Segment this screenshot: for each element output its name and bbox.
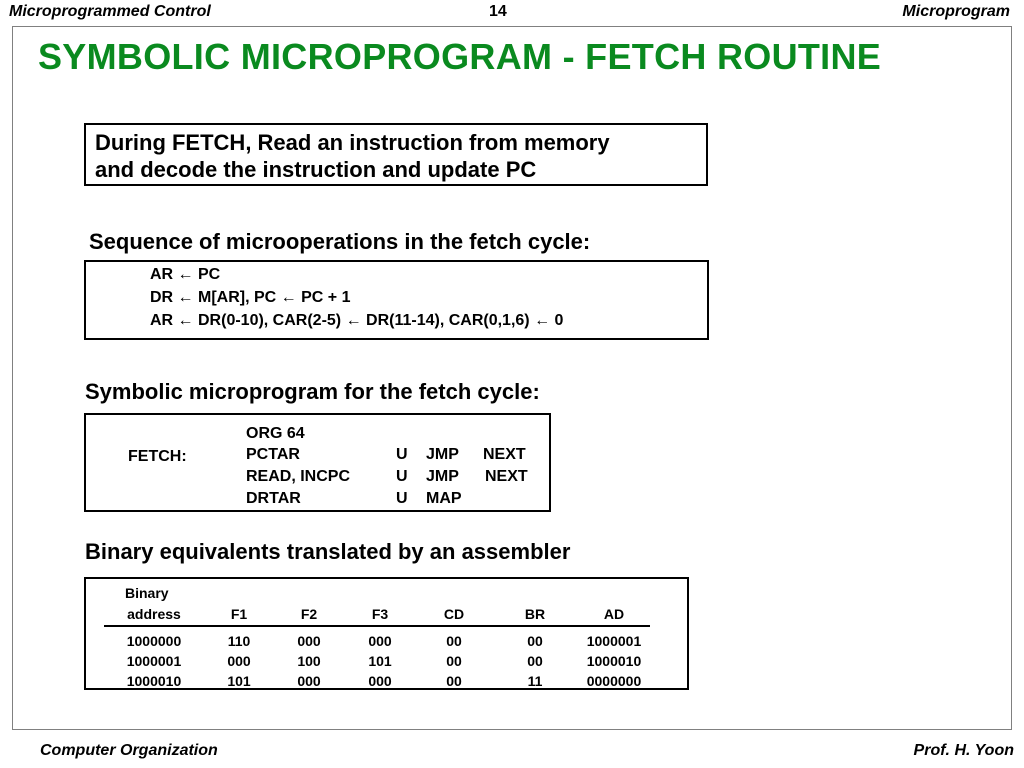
table-row xyxy=(104,671,650,691)
col-header-cd: CD xyxy=(443,606,465,622)
cell-f1: 000 xyxy=(227,653,251,669)
col-header-f1: F1 xyxy=(230,606,248,622)
sym-op-2: READ, INCPC xyxy=(246,468,351,485)
page-number: 14 xyxy=(489,3,507,20)
sym-cd-2: U xyxy=(396,468,408,485)
sym-cd-3: U xyxy=(396,490,408,507)
sym-ad-1: NEXT xyxy=(483,446,526,463)
col-header-address: address xyxy=(127,606,181,622)
cell-f3: 101 xyxy=(368,653,392,669)
cell-address: 1000010 xyxy=(126,673,182,689)
cell-f2: 000 xyxy=(297,633,321,649)
seq-heading: Sequence of microoperations in the fetch cycle: xyxy=(89,229,591,254)
microop-line-1: AR ← PC xyxy=(150,266,221,283)
intro-line-1: During FETCH, Read an instruction from memory xyxy=(95,130,610,155)
cell-cd: 00 xyxy=(446,653,462,669)
binary-head-line1: Binary xyxy=(125,585,169,601)
microop-line-2: DR ← M[AR], PC ← PC + 1 xyxy=(150,289,351,306)
col-header-f3: F3 xyxy=(371,606,389,622)
col-header-f2: F2 xyxy=(300,606,318,622)
microop-line-3: AR ← DR(0-10), CAR(2-5) ← DR(11-14), CAR(0,1,6) ← 0 xyxy=(150,312,564,329)
col-header-ad: AD xyxy=(603,606,625,622)
cell-f3: 000 xyxy=(368,633,392,649)
bin-heading: Binary equivalents translated by an assembler xyxy=(85,539,571,564)
sym-op-1: PCTAR xyxy=(246,446,300,463)
cell-f1: 101 xyxy=(227,673,251,689)
sym-br-1: JMP xyxy=(426,446,459,463)
col-header-br: BR xyxy=(524,606,546,622)
cell-address: 1000001 xyxy=(126,653,182,669)
cell-f3: 000 xyxy=(368,673,392,689)
fetch-label: FETCH: xyxy=(128,448,187,465)
cell-br: 11 xyxy=(527,673,543,689)
cell-ad: 0000000 xyxy=(586,673,642,689)
sym-cd-1: U xyxy=(396,446,408,463)
microops-box xyxy=(84,260,709,340)
intro-box xyxy=(84,123,708,186)
cell-cd: 00 xyxy=(446,633,462,649)
slide-title: SYMBOLIC MICROPROGRAM - FETCH ROUTINE xyxy=(38,36,882,77)
cell-f2: 100 xyxy=(297,653,321,669)
intro-line-2: and decode the instruction and update PC xyxy=(95,157,537,182)
table-row xyxy=(104,651,650,671)
sym-br-2: JMP xyxy=(426,468,459,485)
footer-author: Prof. H. Yoon xyxy=(913,742,1014,759)
footer-course: Computer Organization xyxy=(40,742,218,759)
sym-br-3: MAP xyxy=(426,490,462,507)
sym-heading: Symbolic microprogram for the fetch cycle: xyxy=(85,379,540,404)
sym-ad-2: NEXT xyxy=(485,468,528,485)
binary-header-row xyxy=(104,603,650,626)
symbolic-box xyxy=(84,413,551,512)
header-topic: Microprogram xyxy=(902,3,1010,20)
binary-box xyxy=(84,577,689,690)
cell-f2: 000 xyxy=(297,673,321,689)
cell-address: 1000000 xyxy=(126,633,182,649)
cell-f1: 110 xyxy=(227,633,251,649)
table-row xyxy=(104,626,650,651)
cell-ad: 1000010 xyxy=(586,653,642,669)
header-course: Microprogrammed Control xyxy=(9,3,211,20)
cell-br: 00 xyxy=(527,633,543,649)
cell-cd: 00 xyxy=(446,673,462,689)
binary-table xyxy=(104,603,650,691)
cell-ad: 1000001 xyxy=(586,633,642,649)
sym-op-3: DRTAR xyxy=(246,490,301,507)
org-directive: ORG 64 xyxy=(246,425,305,442)
cell-br: 00 xyxy=(527,653,543,669)
